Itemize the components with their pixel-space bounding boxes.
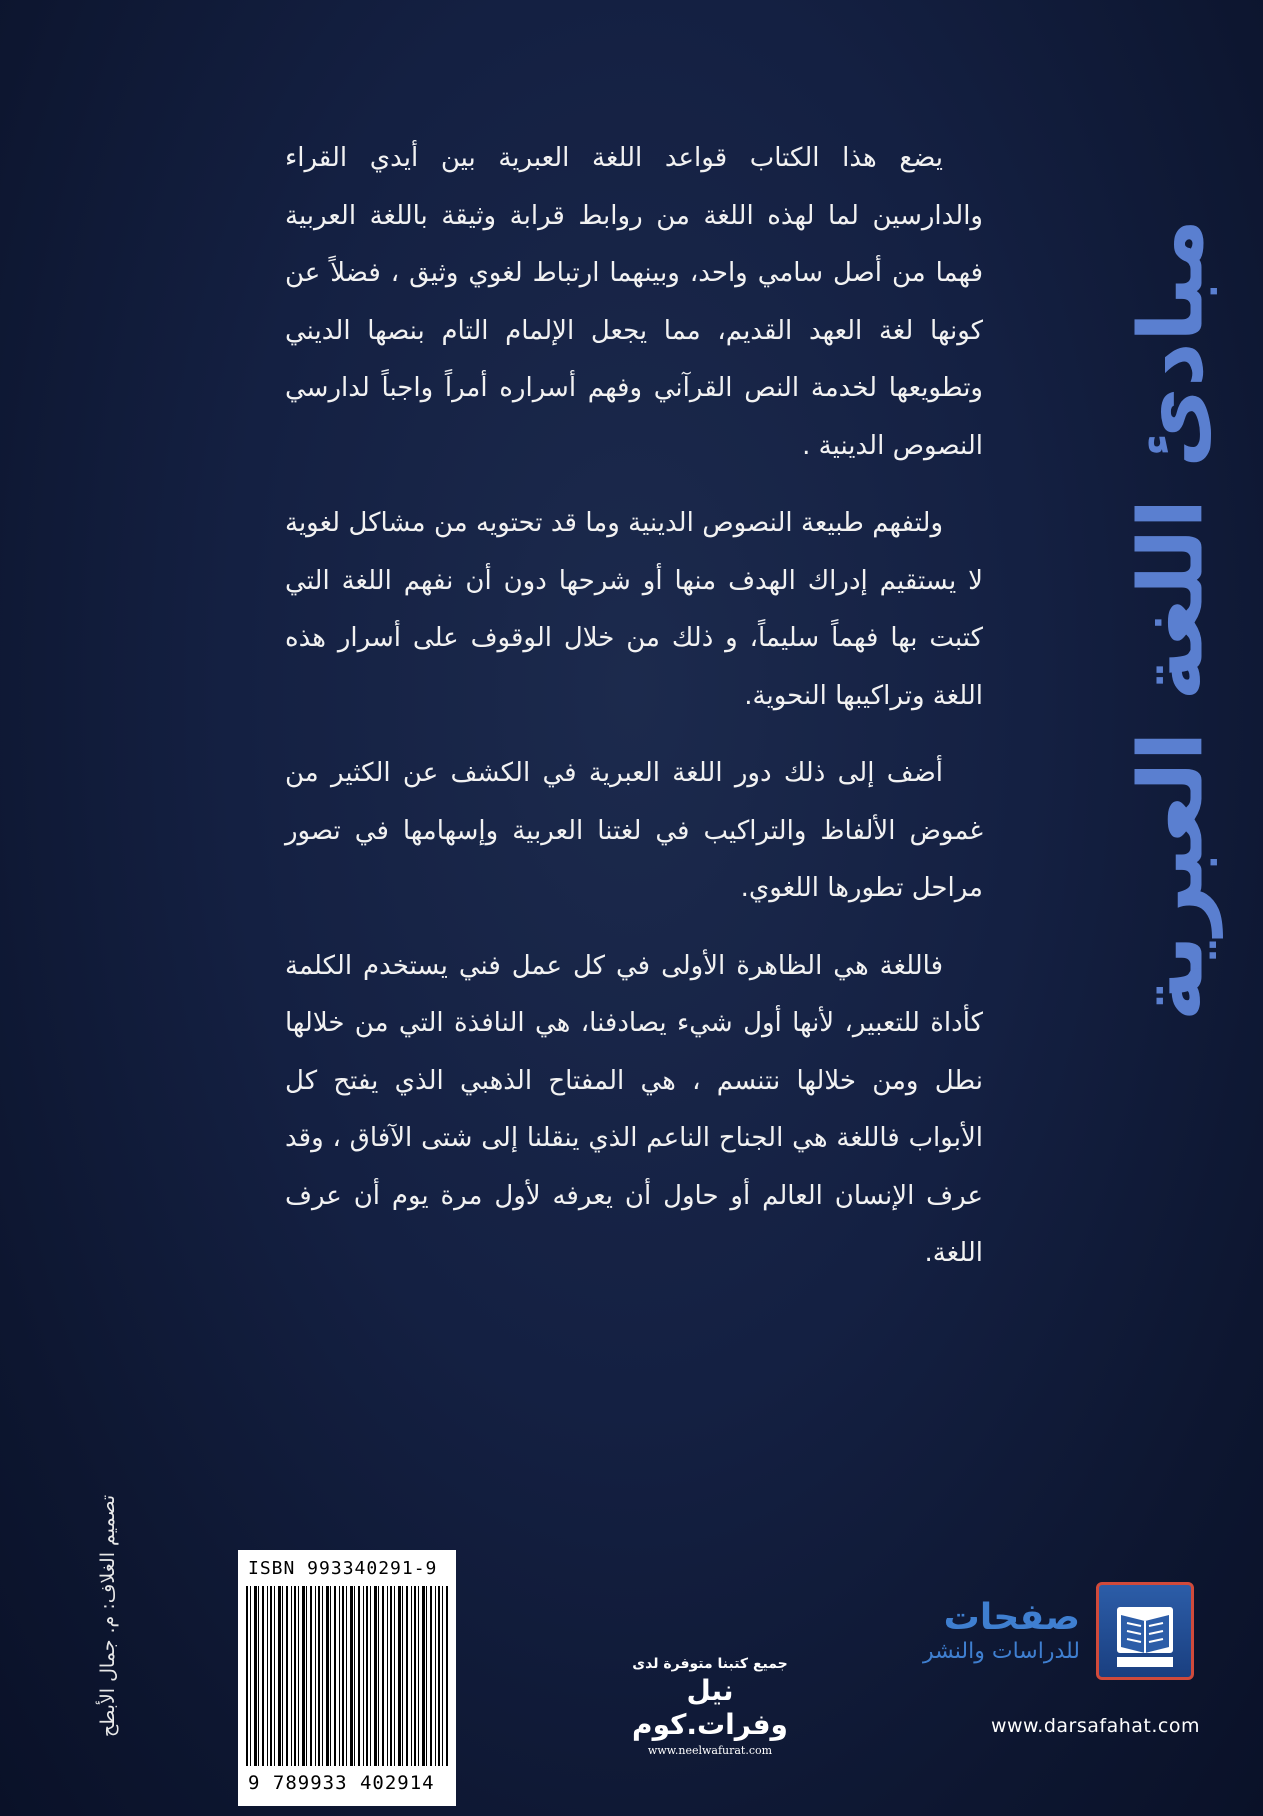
blurb-text xyxy=(285,130,983,1303)
publisher-name-subtitle: للدراسات والنشر xyxy=(923,1639,1080,1664)
distributor-url: www.neelwafurat.com xyxy=(647,1744,773,1757)
distributor-note xyxy=(620,1656,800,1757)
blurb-paragraph-3: أضف إلى ذلك دور اللغة العبرية في الكشف عن الكثير من غموض الألفاظ والتراكيب في لغتنا العربية وإسهامها في تصور مراحل تطورها اللغوي. xyxy=(285,758,983,903)
blurb-paragraph-1: يضع هذا الكتاب قواعد اللغة العبرية بين أيدي القراء والدارسين لما لهذه اللغة من روابط قرابة وثيقة باللغة العربية فهما من أصل سامي واحد، وبينهما ارتباط لغوي وثيق ، فضلاً عن كونها لغة العهد القديم، مما يجعل الإلمام التام بنصها الديني وتطويعها لخدمة النص القرآني وفهم أسراره أمراً واجباً لدارسي النصوص الدينية . xyxy=(285,143,983,461)
distributor-availability-text: جميع كتبنا متوفرة لدى xyxy=(632,1656,788,1672)
vertical-book-title: مبادئ اللغة العبرية xyxy=(1119,218,1223,1022)
publisher-website: www.darsafahat.com xyxy=(990,1715,1200,1737)
barcode-number: 9 789933 402914 xyxy=(248,1772,435,1794)
publisher-logo-icon xyxy=(1096,1582,1194,1680)
publisher-name xyxy=(890,1598,1080,1666)
isbn-text: ISBN 993340291-9 xyxy=(248,1558,438,1579)
blurb-paragraph-4: فاللغة هي الظاهرة الأولى في كل عمل فني يستخدم الكلمة كأداة للتعبير، لأنها أول شيء يصادفنا، هي النافذة التي من خلالها نطل ومن خلالها نتنسم ، هي المفتاح الذهبي الذي يفتح كل الأبواب فاللغة هي الجناح الناعم الذي ينقلنا إلى شتى الآفاق ، وقد عرف الإنسان العالم أو حاول أن يعرفه لأول مرة يوم أن عرف اللغة. xyxy=(285,950,983,1268)
distributor-brand: نيل وفرات.كوم xyxy=(632,1674,788,1741)
barcode-bars xyxy=(246,1586,448,1766)
blurb-paragraph-2: ولتفهم طبيعة النصوص الدينية وما قد تحتويه من مشاكل لغوية لا يستقيم إدراك الهدف منها أو شرحها دون أن نفهم اللغة التي كتبت بها فهماً سليماً، و ذلك من خلال الوقوف على أسرار هذه اللغة وتراكيبها النحوية. xyxy=(285,508,983,711)
isbn-barcode xyxy=(238,1550,456,1806)
publisher-name-main: صفحات xyxy=(943,1597,1080,1638)
cover-designer-credit: تصميم الغلاف: م. جمال الأبطح xyxy=(97,1494,119,1738)
